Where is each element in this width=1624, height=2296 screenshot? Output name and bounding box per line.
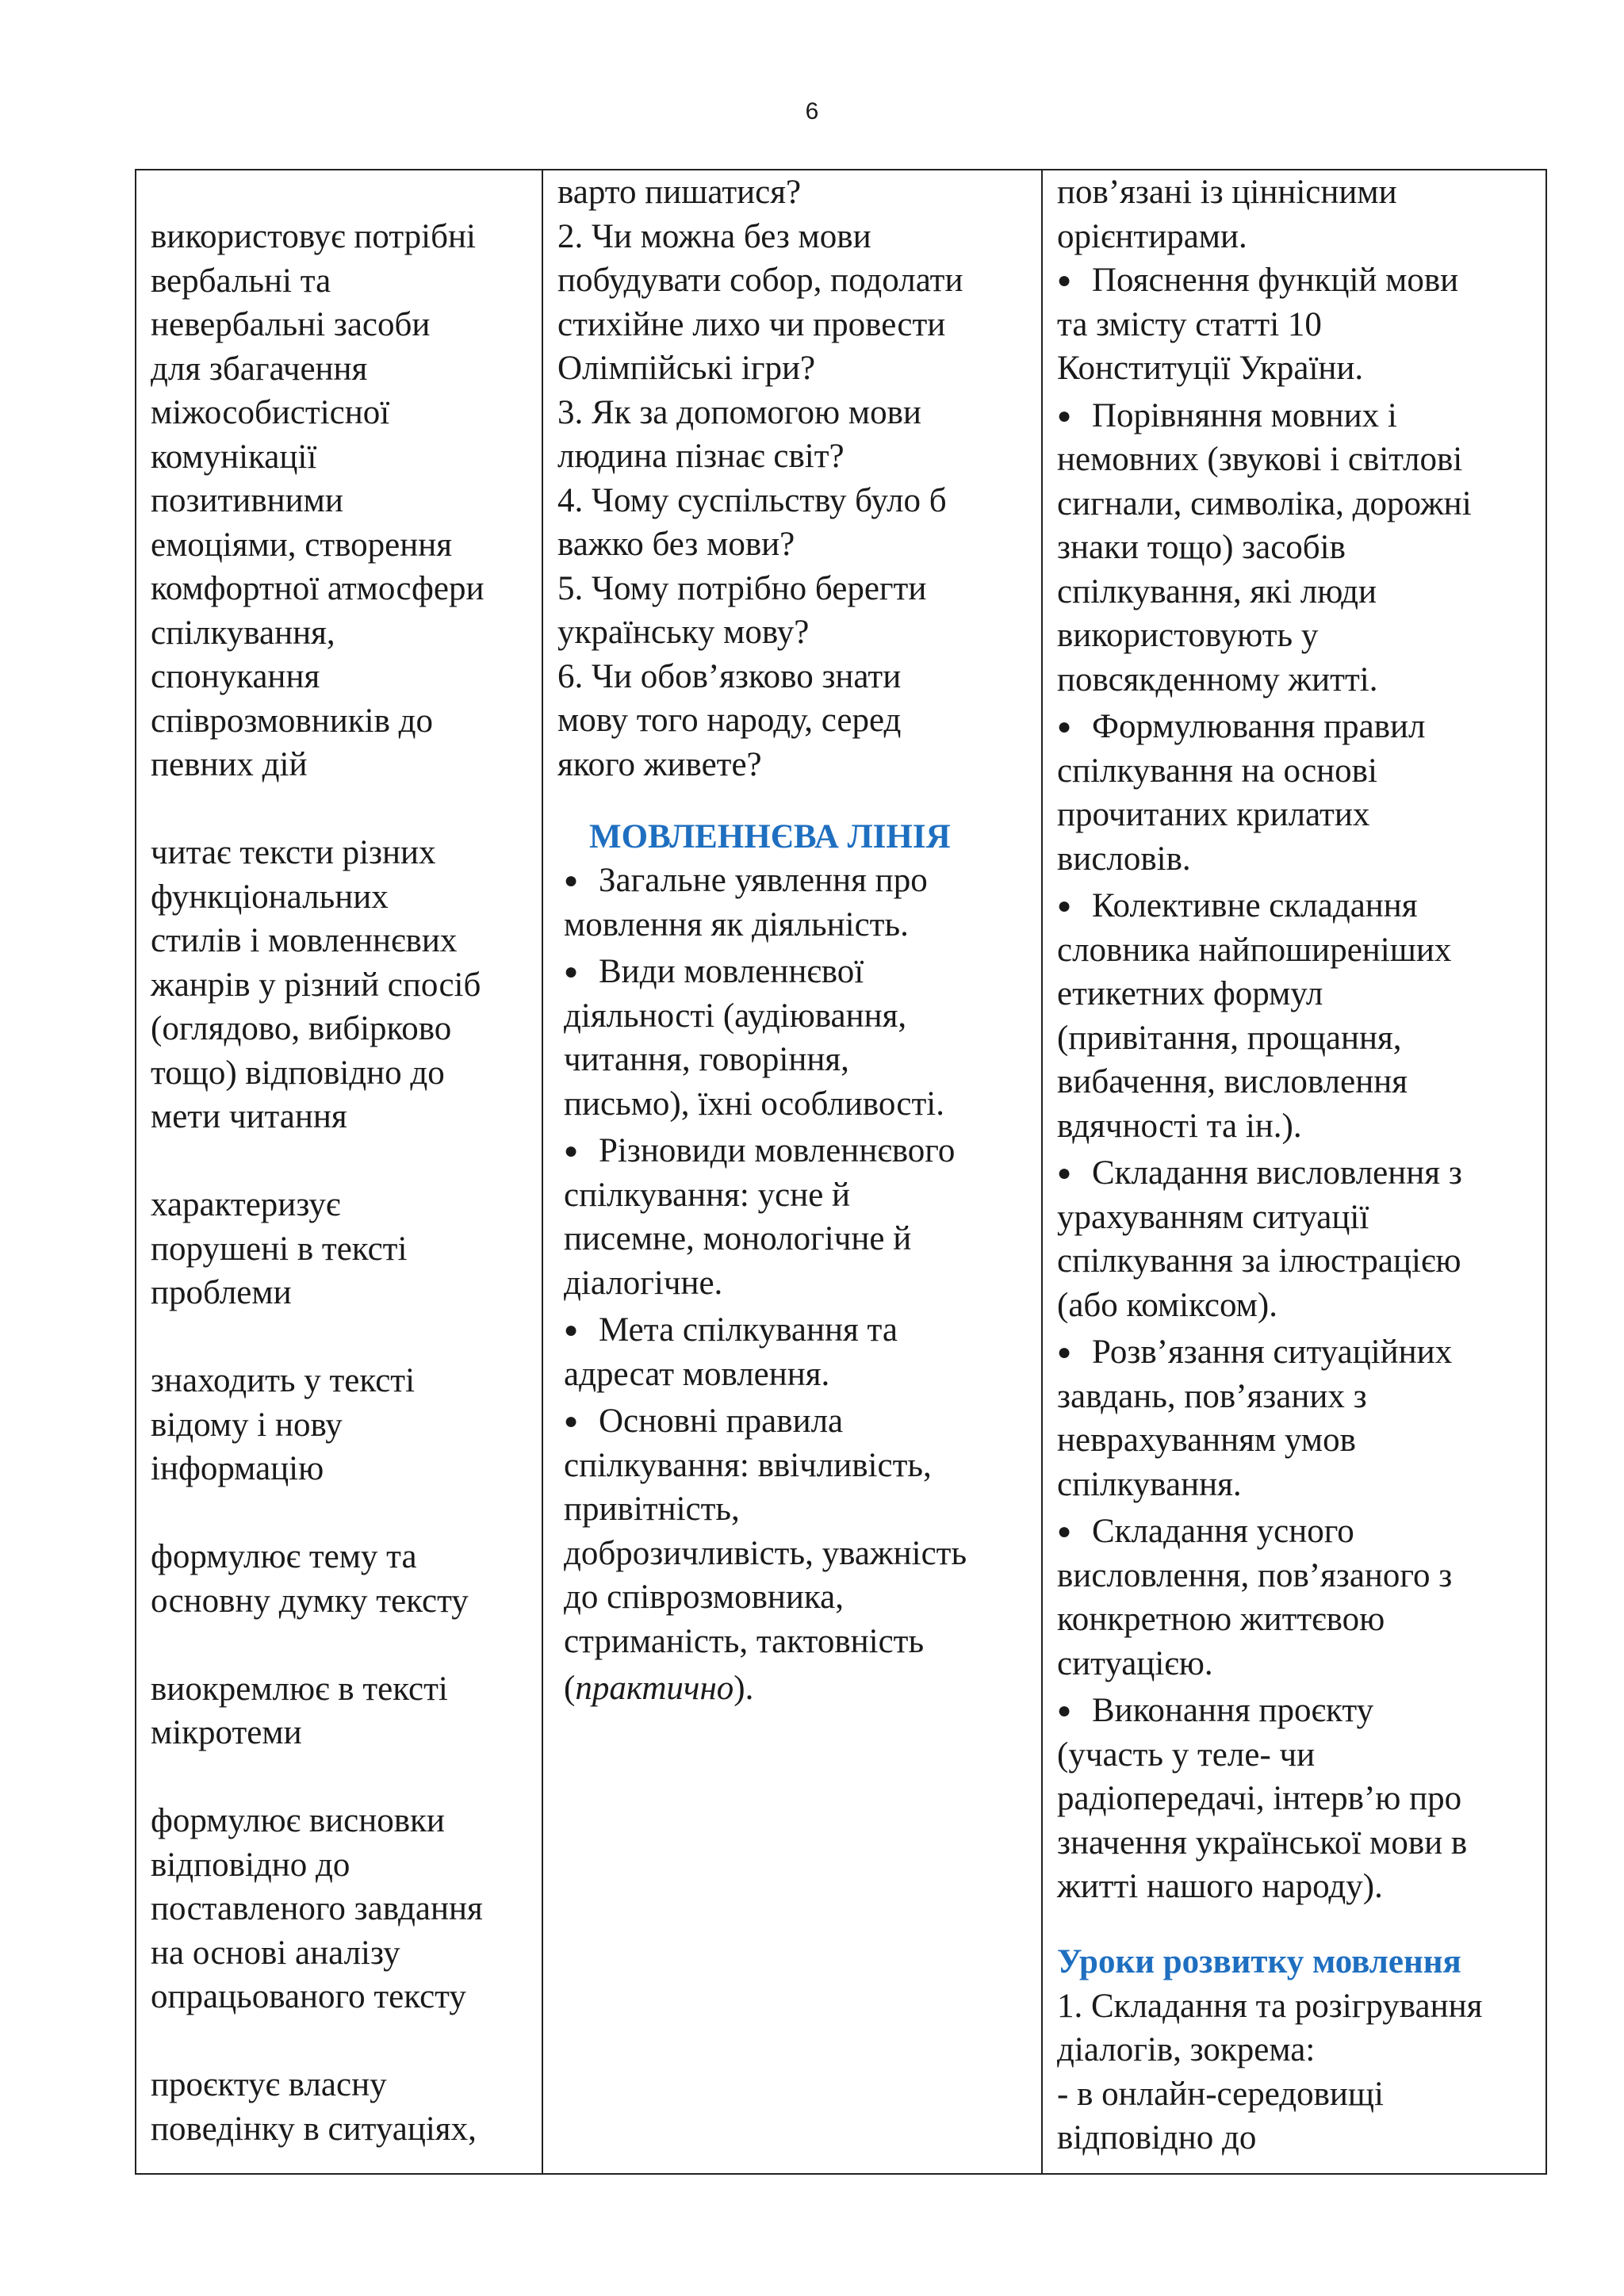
activity-bullet-line: прочитаних крилатих: [1057, 796, 1370, 833]
speech-lessons-heading: Уроки розвитку мовлення: [1057, 1943, 1461, 1980]
activity-bullet-line: висловлення, пов’язаного з: [1057, 1556, 1453, 1594]
result-line: міжособистісної: [151, 394, 390, 431]
result-line: характеризує: [151, 1186, 341, 1223]
result-line: виокремлює в тексті: [151, 1670, 448, 1708]
block-gap: [151, 787, 542, 832]
block-gap: [151, 1623, 542, 1667]
activity-bullet-line: словника найпоширеніших: [1057, 931, 1452, 969]
learning-result: [151, 831, 542, 1139]
question-line: 6. Чи обов’язково знати: [557, 657, 902, 695]
result-line: жанрів у різний спосіб: [151, 966, 481, 1004]
result-line: проєктує власну: [151, 2066, 387, 2103]
result-line: емоціями, створення: [151, 526, 453, 564]
activity-bullet-item: [1057, 1510, 1547, 1686]
content-bullet-line: писемне, монологічне й: [564, 1220, 912, 1257]
result-line: невербальні засоби: [151, 306, 431, 343]
content-bullet-item: [564, 1308, 1041, 1396]
content-bullet-line: доброзичливість, уважність: [564, 1534, 967, 1572]
bullet-icon: ●: [564, 959, 579, 985]
question-line: якого живете?: [557, 745, 762, 783]
activity-bullet-item: [1057, 705, 1547, 881]
activity-bullet-line: спілкування, які люди: [1057, 572, 1377, 610]
activity-bullet-item: [1057, 1689, 1547, 1909]
section-heading: МОВЛЕННЄВА ЛІНІЯ: [589, 817, 951, 855]
activity-bullet-line: ● Порівняння мовних і: [1057, 394, 1547, 438]
content-bullet-line: до співрозмовника,: [564, 1578, 844, 1616]
activity-bullet-line: значення української мови в: [1057, 1823, 1468, 1862]
column-activities: [1043, 170, 1547, 2173]
lesson-line: діалогів, зокрема:: [1057, 2031, 1316, 2068]
activity-bullet-line: етикетних формул: [1057, 975, 1323, 1012]
activity-bullet-item: [1057, 258, 1547, 391]
lesson-line: - в онлайн-середовищі: [1057, 2075, 1384, 2113]
activity-bullet-line: ● Складання висловлення з: [1057, 1151, 1547, 1196]
column-expected-results: [136, 170, 543, 2173]
activity-bullet-line: завдань, пов’язаних з: [1057, 1377, 1367, 1415]
question-line: мову того народу, серед: [557, 702, 902, 739]
result-line: спілкування,: [151, 614, 335, 652]
result-line: поставленого завдання: [151, 1890, 483, 1927]
bullet-icon: ●: [1057, 893, 1072, 919]
content-bullet-line: письмо), їхні особливості.: [564, 1085, 944, 1123]
result-line: комунікації: [151, 438, 317, 476]
content-bullet-line: ● Загальне уявлення про: [564, 859, 1041, 903]
result-line: поведінку в ситуаціях,: [151, 2110, 477, 2148]
block-gap: [151, 1315, 542, 1360]
activity-bullet-line: та змісту статті 10: [1057, 305, 1322, 343]
activity-bullet-line: немовних (звукові і світлові: [1057, 441, 1463, 478]
activity-bullet-line: (участь у теле- чи: [1057, 1735, 1316, 1774]
bullet-icon: ●: [1057, 1339, 1072, 1365]
result-line: співрозмовників до: [151, 702, 434, 740]
learning-result: [151, 215, 542, 787]
bullet-icon: ●: [564, 867, 579, 894]
result-line: знаходить у тексті: [151, 1362, 416, 1399]
content-bullet-line: ● Основні правила: [564, 1399, 1041, 1444]
result-line: мікротеми: [151, 1714, 302, 1751]
activity-bullet-line: повсякденному житті.: [1057, 660, 1378, 698]
content-bullet-line: читання, говоріння,: [564, 1041, 849, 1078]
learning-result: [151, 2063, 542, 2151]
result-line: певних дій: [151, 746, 308, 783]
content-bullet-line: привітність,: [564, 1490, 740, 1528]
content-bullet-line: спілкування: ввічливість,: [564, 1446, 932, 1484]
activity-bullet-line: ● Складання усного: [1057, 1510, 1547, 1554]
activity-bullet-line: спілкування на основі: [1057, 752, 1377, 790]
intro-line: орієнтирами.: [1057, 217, 1247, 255]
content-bullet-line: стриманість, тактовність: [564, 1622, 925, 1660]
content-bullet-item: [564, 1129, 1041, 1305]
content-bullet-line: адресат мовлення.: [564, 1355, 830, 1393]
activity-bullet-item: [1057, 884, 1547, 1148]
learning-result: [151, 1183, 542, 1315]
question-line: 3. Як за допомогою мови: [557, 393, 921, 431]
question-line: 4. Чому суспільству було б: [557, 481, 947, 519]
bullet-icon: ●: [1057, 402, 1072, 429]
content-bullet-line: діяльності (аудіювання,: [564, 997, 907, 1035]
practical-note: (практично).: [564, 1670, 754, 1707]
question-line: 5. Чому потрібно берегти: [557, 569, 927, 607]
question-line: побудувати собор, подолати: [557, 262, 963, 299]
result-line: формулює висновки: [151, 1802, 445, 1839]
result-line: проблеми: [151, 1274, 292, 1311]
result-line: функціональних: [151, 878, 389, 916]
activity-bullet-line: конкретною життєвою: [1057, 1601, 1385, 1638]
result-line: основну думку тексту: [151, 1582, 469, 1620]
result-line: вербальні та: [151, 262, 331, 300]
activity-bullet-line: (привітання, прощання,: [1057, 1019, 1402, 1057]
column-content: [543, 170, 1043, 2173]
activity-bullet-item: [1057, 1151, 1547, 1327]
bullet-icon: ●: [1057, 1160, 1072, 1186]
activity-bullet-line: сигнали, символіка, дорожні: [1057, 484, 1472, 522]
block-gap: [151, 1755, 542, 1800]
question-line: стихійне лихо чи провести: [557, 305, 946, 343]
content-bullet-item: [564, 859, 1041, 947]
result-line: на основі аналізу: [151, 1934, 400, 1972]
bullet-icon: ●: [1057, 714, 1072, 740]
activity-bullet-line: Конституції України.: [1057, 350, 1364, 387]
activity-bullet-line: ● Колективне складання: [1057, 884, 1547, 928]
content-bullet-line: спілкування: усне й: [564, 1176, 851, 1214]
result-line: тощо) відповідно до: [151, 1054, 445, 1092]
question-line: варто пишатися?: [557, 174, 802, 211]
activity-bullet-line: використовують у: [1057, 617, 1319, 654]
learning-result: [151, 1359, 542, 1491]
content-bullet-line: діалогічне.: [564, 1264, 723, 1302]
bullet-icon: ●: [564, 1408, 579, 1434]
content-bullet-line: ● Види мовленнєвої: [564, 950, 1041, 994]
page-number: 6: [805, 98, 819, 124]
activity-bullet-line: ● Виконання проєкту: [1057, 1689, 1547, 1733]
result-line: відому і нову: [151, 1406, 343, 1444]
question-line: важко без мови?: [557, 526, 795, 563]
result-line: використовує потрібні: [151, 218, 476, 255]
learning-result: [151, 1799, 542, 2019]
result-line: інформацію: [151, 1450, 324, 1487]
result-line: для збагачення: [151, 350, 368, 388]
content-bullet-line: мовлення як діяльність.: [564, 905, 909, 943]
block-gap: [151, 2019, 542, 2064]
practical-italic: практично: [575, 1670, 734, 1707]
activity-bullet-line: неврахуванням умов: [1057, 1422, 1356, 1459]
learning-result: [151, 1667, 542, 1755]
result-line: читає тексти різних: [151, 834, 436, 871]
result-line: відповідно до: [151, 1846, 350, 1884]
activity-bullet-line: вибачення, висловлення: [1057, 1063, 1408, 1100]
bullet-icon: ●: [564, 1317, 579, 1343]
result-line: формулює тему та: [151, 1538, 417, 1575]
activity-bullet-line: знаки тощо) засобів: [1057, 529, 1346, 566]
learning-result: [151, 1535, 542, 1623]
result-line: комфортної атмосфери: [151, 570, 485, 607]
bullet-icon: ●: [1057, 267, 1072, 293]
activity-bullet-line: ● Формулювання правил: [1057, 705, 1547, 749]
activity-bullet-line: спілкування.: [1057, 1465, 1242, 1503]
activity-bullet-item: [1057, 394, 1547, 702]
curriculum-table: [135, 169, 1547, 2175]
result-line: порушені в тексті: [151, 1230, 408, 1268]
activity-bullet-item: [1057, 1330, 1547, 1506]
content-bullet-item: [564, 950, 1041, 1126]
bullet-icon: ●: [564, 1138, 579, 1164]
question-line: людина пізнає світ?: [557, 438, 845, 475]
question-line: Олімпійські ігри?: [557, 350, 816, 387]
activity-bullet-line: вдячності та ін.).: [1057, 1107, 1302, 1145]
result-line: стилів і мовленнєвих: [151, 922, 458, 959]
bullet-icon: ●: [1057, 1518, 1072, 1544]
result-line: (оглядово, вибірково: [151, 1010, 452, 1047]
content-bullet-item: [564, 1399, 1041, 1663]
activity-bullet-line: ● Розв’язання ситуаційних: [1057, 1330, 1547, 1375]
lesson-line: 1. Складання та розігрування: [1057, 1987, 1483, 2025]
question-line: українську мову?: [557, 614, 810, 651]
content-bullet-line: ● Різновиди мовленнєвого: [564, 1129, 1041, 1173]
lesson-line: відповідно до: [1057, 2119, 1257, 2156]
activity-bullet-line: урахуванням ситуації: [1057, 1198, 1369, 1236]
result-line: опрацьованого тексту: [151, 1978, 466, 2015]
content-bullets: [557, 859, 1041, 1667]
content-bullet-line: ● Мета спілкування та: [564, 1308, 1041, 1353]
activity-bullet-line: (або коміксом).: [1057, 1286, 1277, 1324]
activity-bullet-line: ситуацією.: [1057, 1644, 1213, 1682]
activity-bullet-line: радіопередачі, інтерв’ю про: [1057, 1780, 1462, 1817]
question-line: 2. Чи можна без мови: [557, 217, 871, 255]
activity-bullet-line: спілкування за ілюстрацією: [1057, 1242, 1461, 1280]
result-line: спонукання: [151, 658, 320, 695]
activity-bullet-line: житті нашого народу).: [1057, 1868, 1383, 1905]
activity-bullet-line: ● Пояснення функцій мови: [1057, 258, 1547, 303]
block-gap: [151, 1491, 542, 1536]
bullet-icon: ●: [1057, 1697, 1072, 1724]
result-line: мети читання: [151, 1098, 347, 1135]
block-gap: [151, 1139, 542, 1184]
activity-bullet-line: висловів.: [1057, 840, 1191, 878]
intro-line: пов’язані із ціннісними: [1057, 174, 1397, 211]
result-line: позитивними: [151, 482, 343, 519]
